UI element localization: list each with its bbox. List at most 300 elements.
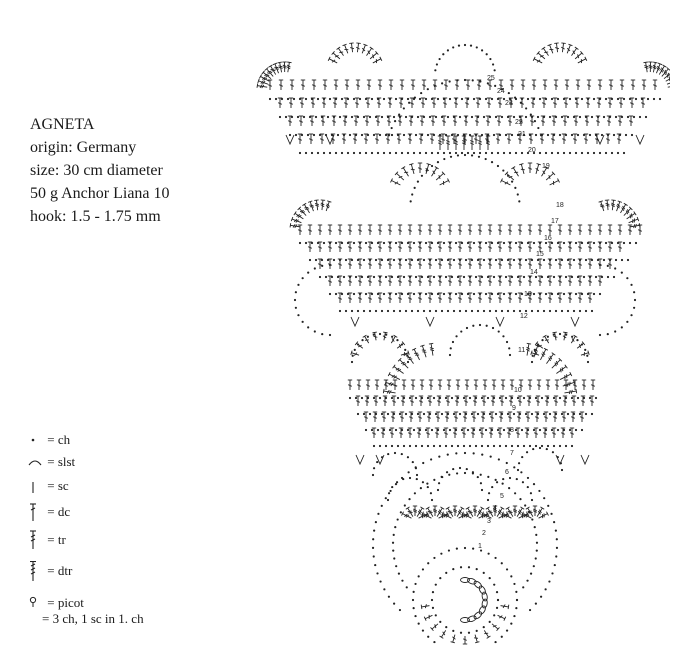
ch-stitch: [303, 116, 305, 118]
ch-stitch: [341, 152, 343, 154]
picot-stitch: [478, 605, 487, 615]
ch-stitch: [587, 361, 589, 363]
ch-stitch: [521, 429, 523, 431]
ch-stitch: [493, 614, 495, 616]
dc-top: [563, 332, 567, 333]
ch-stitch: [534, 120, 536, 122]
ch-stitch: [523, 276, 525, 278]
ch-stitch: [455, 452, 457, 454]
ch-stitch: [495, 479, 497, 481]
ch-stitch: [659, 98, 661, 100]
legend-tr-label: = tr: [47, 532, 66, 547]
ch-stitch: [516, 599, 518, 601]
ch-stitch: [339, 116, 341, 118]
ch-stitch: [373, 445, 375, 447]
legend-sc: [28, 476, 69, 496]
ch-stitch: [489, 577, 491, 579]
ch-stitch: [430, 458, 432, 460]
ch-stitch: [365, 152, 367, 154]
ch-stitch: [379, 397, 381, 399]
ch-stitch: [627, 116, 629, 118]
dc-bar: [560, 368, 561, 372]
ch-stitch: [414, 187, 416, 189]
dc-top: [508, 605, 509, 609]
ch-dot-icon: [28, 430, 44, 450]
ch-stitch: [481, 397, 483, 399]
ch-stitch: [427, 562, 429, 564]
ch-stitch: [365, 242, 367, 244]
ch-stitch: [415, 445, 417, 447]
picot-loop-icon: [28, 593, 44, 613]
ch-stitch: [399, 609, 401, 611]
dc-bar: [484, 633, 488, 634]
ch-stitch: [433, 276, 435, 278]
dc-bar: [374, 336, 378, 337]
ch-stitch: [516, 478, 518, 480]
ch-stitch: [503, 152, 505, 154]
ch-stitch: [435, 116, 437, 118]
ch-stitch: [439, 577, 441, 579]
ch-stitch: [535, 557, 537, 559]
ch-stitch: [445, 572, 447, 574]
ch-stitch: [614, 267, 616, 269]
ch-stitch: [335, 152, 337, 154]
ch-stitch: [417, 413, 419, 415]
ch-stitch: [453, 413, 455, 415]
ch-stitch: [489, 413, 491, 415]
dc-top: [451, 642, 455, 643]
dc-bar: [448, 511, 452, 512]
ch-stitch: [432, 591, 434, 593]
ch-stitch: [547, 505, 549, 507]
dc-top: [290, 223, 291, 227]
ch-stitch: [491, 486, 493, 488]
ch-stitch: [372, 547, 374, 549]
ch-stitch: [579, 413, 581, 415]
ch-stitch: [420, 92, 422, 94]
ch-stitch: [374, 564, 376, 566]
ch-stitch: [476, 568, 478, 570]
ch-stitch: [579, 310, 581, 312]
ch-stitch: [601, 134, 603, 136]
ch-stitch: [543, 259, 545, 261]
ch-stitch: [513, 615, 515, 617]
ch-stitch: [431, 429, 433, 431]
ch-stitch: [289, 134, 291, 136]
dc-bar: [555, 48, 559, 49]
ch-stitch: [532, 355, 534, 357]
ch-stitch: [527, 477, 529, 479]
ch-stitch: [633, 307, 635, 309]
ch-stitch: [615, 116, 617, 118]
ch-stitch: [420, 487, 422, 489]
ch-stitch: [513, 583, 515, 585]
ch-stitch: [630, 284, 632, 286]
ch-stitch: [365, 429, 367, 431]
ch-stitch: [589, 397, 591, 399]
ch-stitch: [451, 397, 453, 399]
ch-stitch: [427, 486, 429, 488]
ch-stitch: [559, 445, 561, 447]
ch-stitch: [363, 310, 365, 312]
ch-stitch: [425, 152, 427, 154]
ch-stitch: [395, 293, 397, 295]
ch-stitch: [503, 293, 505, 295]
ch-stitch: [633, 291, 635, 293]
ch-stitch: [413, 591, 415, 593]
ch-stitch: [435, 310, 437, 312]
ch-stitch: [525, 259, 527, 261]
ch-stitch: [551, 429, 553, 431]
round-number: 16: [544, 235, 552, 242]
ch-stitch: [505, 276, 507, 278]
ch-stitch: [472, 79, 474, 81]
ch-stitch: [531, 310, 533, 312]
ch-stitch: [295, 307, 297, 309]
ch-stitch: [557, 152, 559, 154]
ch-stitch: [299, 152, 301, 154]
ch-stitch: [381, 413, 383, 415]
ch-stitch: [505, 445, 507, 447]
ch-stitch: [399, 310, 401, 312]
ch-stitch: [398, 572, 400, 574]
ch-stitch: [389, 490, 391, 492]
dc-top: [576, 389, 577, 393]
ch-stitch: [593, 293, 595, 295]
dc-bar: [606, 205, 610, 206]
ch-stitch: [533, 483, 535, 485]
ch-stitch: [443, 242, 445, 244]
pattern-title: AGNETA: [30, 116, 95, 133]
dc-bar: [439, 175, 440, 179]
ch-stitch: [410, 200, 412, 202]
ch-stitch: [450, 347, 452, 349]
ch-stitch: [456, 79, 458, 81]
ch-stitch: [569, 152, 571, 154]
ch-stitch: [393, 310, 395, 312]
ch-stitch: [477, 413, 479, 415]
ch-stitch: [591, 413, 593, 415]
ch-stitch: [569, 98, 571, 100]
ch-stitch: [493, 445, 495, 447]
ch-stitch: [526, 580, 528, 582]
ch-stitch: [617, 98, 619, 100]
ch-stitch: [621, 259, 623, 261]
ch-stitch: [381, 116, 383, 118]
ch-stitch: [561, 413, 563, 415]
ch-stitch: [425, 242, 427, 244]
ch-stitch: [321, 333, 323, 335]
ch-stitch: [621, 326, 623, 328]
ch-stitch: [467, 152, 469, 154]
ch-stitch: [493, 276, 495, 278]
ch-stitch: [525, 413, 527, 415]
ch-stitch: [434, 69, 436, 71]
ch-stitch: [422, 462, 424, 464]
ch-stitch: [392, 550, 394, 552]
ch-stitch: [486, 325, 488, 327]
ch-stitch: [433, 641, 435, 643]
ch-stitch: [372, 474, 374, 476]
ch-stitch: [551, 152, 553, 154]
dc-bar: [300, 210, 304, 211]
ch-stitch: [467, 429, 469, 431]
ch-stitch: [551, 572, 553, 574]
ch-stitch: [526, 451, 528, 453]
ch-stitch: [351, 310, 353, 312]
ch-stitch: [395, 565, 397, 567]
ch-stitch: [457, 154, 459, 156]
ch-stitch: [422, 568, 424, 570]
ch-stitch: [323, 152, 325, 154]
ch-stitch: [547, 445, 549, 447]
ch-stitch: [513, 466, 515, 468]
ch-stitch: [561, 310, 563, 312]
dc-top: [552, 353, 556, 356]
ch-stitch: [533, 293, 535, 295]
dc-top: [393, 365, 396, 369]
round-number: 9: [512, 405, 516, 412]
ch-stitch: [373, 555, 375, 557]
ch-stitch: [309, 259, 311, 261]
ch-stitch: [402, 478, 404, 480]
ch-stitch: [553, 276, 555, 278]
ch-stitch: [435, 259, 437, 261]
ch-stitch: [509, 152, 511, 154]
dc-stitch: [667, 81, 670, 84]
ch-stitch: [433, 397, 435, 399]
ch-stitch: [443, 429, 445, 431]
ch-stitch: [533, 429, 535, 431]
ch-stitch: [307, 326, 309, 328]
ch-stitch: [543, 413, 545, 415]
ch-stitch: [626, 277, 628, 279]
ch-stitch: [391, 445, 393, 447]
ch-stitch: [506, 568, 508, 570]
ch-stitch: [413, 429, 415, 431]
ch-stitch: [437, 152, 439, 154]
ch-stitch: [577, 397, 579, 399]
ch-stitch: [405, 413, 407, 415]
ch-stitch: [305, 152, 307, 154]
ch-stitch: [403, 107, 405, 109]
dc-stitch: [501, 180, 510, 185]
dc-bar: [315, 205, 319, 206]
ch-stitch: [403, 276, 405, 278]
dc-top: [634, 212, 636, 216]
ch-stitch: [333, 259, 335, 261]
ch-stitch: [595, 397, 597, 399]
ch-stitch: [466, 327, 468, 329]
ch-stitch: [423, 310, 425, 312]
ch-stitch: [302, 277, 304, 279]
ch-stitch: [499, 397, 501, 399]
ch-stitch: [317, 98, 319, 100]
ch-stitch: [451, 445, 453, 447]
ch-stitch: [406, 355, 408, 357]
ch-stitch: [388, 596, 390, 598]
ch-stitch: [513, 116, 515, 118]
ch-stitch: [535, 276, 537, 278]
ch-stitch: [354, 349, 356, 351]
ch-stitch: [495, 413, 497, 415]
ch-stitch: [361, 397, 363, 399]
dc-bar: [634, 224, 635, 228]
ch-stitch: [537, 127, 539, 129]
slst-arc-icon: [28, 452, 44, 472]
ch-stitch: [518, 462, 520, 464]
ch-stitch: [627, 259, 629, 261]
ch-stitch: [295, 134, 297, 136]
ch-stitch: [445, 445, 447, 447]
ch-stitch: [497, 165, 499, 167]
dc-top: [287, 62, 291, 63]
ch-stitch: [535, 534, 537, 536]
ch-stitch: [559, 333, 561, 335]
ch-stitch: [487, 476, 489, 478]
ch-stitch: [447, 116, 449, 118]
ch-stitch: [297, 116, 299, 118]
dc-stitch: [391, 180, 400, 185]
ch-stitch: [507, 310, 509, 312]
ch-stitch: [353, 152, 355, 154]
pattern-hook: hook: 1.5 - 1.75 mm: [30, 208, 161, 225]
ch-stitch: [531, 518, 533, 520]
ch-stitch: [352, 355, 354, 357]
ch-stitch: [630, 314, 632, 316]
ch-stitch: [459, 413, 461, 415]
dc-bar: [571, 390, 572, 394]
ch-stitch: [561, 116, 563, 118]
dc-bar: [644, 66, 648, 67]
ch-stitch: [449, 152, 451, 154]
ch-stitch: [371, 152, 373, 154]
ch-stitch: [533, 565, 535, 567]
ch-stitch: [575, 152, 577, 154]
ch-stitch: [388, 492, 390, 494]
ch-stitch: [549, 116, 551, 118]
ch-stitch: [583, 276, 585, 278]
ch-stitch: [418, 623, 420, 625]
dc-bar: [430, 350, 434, 351]
ch-stitch: [385, 497, 387, 499]
round-number: 21: [518, 131, 526, 138]
ch-stitch: [567, 310, 569, 312]
round-number: 10: [514, 387, 522, 394]
dc-bar: [631, 214, 632, 218]
ch-stitch: [514, 97, 516, 99]
ch-stitch: [469, 445, 471, 447]
ch-stitch: [431, 599, 433, 601]
ch-stitch: [407, 456, 409, 458]
dc-top: [643, 62, 647, 63]
legend-slst-label: = slst: [47, 454, 76, 469]
ch-stitch: [287, 98, 289, 100]
ch-stitch: [534, 349, 536, 351]
ch-stitch: [361, 339, 363, 341]
ch-stitch: [506, 462, 508, 464]
dc-bar: [488, 511, 492, 512]
ch-stitch: [436, 63, 438, 65]
ch-stitch: [515, 242, 517, 244]
ch-stitch: [495, 310, 497, 312]
dc-bar: [667, 74, 668, 78]
dc-bar: [339, 52, 343, 53]
round-number: 20: [528, 147, 536, 154]
ch-stitch: [555, 555, 557, 557]
ch-stitch: [571, 336, 573, 338]
ch-stitch: [408, 498, 410, 500]
dc-bar: [373, 54, 374, 58]
ch-stitch: [433, 557, 435, 559]
dc-stitch: [668, 86, 670, 88]
ch-stitch: [524, 504, 526, 506]
ch-stitch: [430, 492, 432, 494]
ch-stitch: [409, 445, 411, 447]
ch-stitch: [413, 242, 415, 244]
ch-stitch: [452, 341, 454, 343]
ch-stitch: [459, 310, 461, 312]
round-number: 5: [500, 493, 504, 500]
dc-bar: [304, 207, 308, 208]
ch-stitch: [379, 134, 381, 136]
ch-stitch: [297, 314, 299, 316]
ch-stitch: [615, 259, 617, 261]
ch-stitch: [435, 413, 437, 415]
round-number: 17: [551, 218, 559, 225]
ch-stitch: [477, 310, 479, 312]
ch-stitch: [613, 134, 615, 136]
ch-stitch: [438, 482, 440, 484]
v-stitch: [351, 317, 359, 326]
ch-stitch: [485, 429, 487, 431]
ch-stitch: [431, 499, 433, 501]
ch-stitch: [415, 467, 417, 469]
ch-stitch: [443, 152, 445, 154]
ch-stitch: [383, 293, 385, 295]
ch-stitch: [571, 134, 573, 136]
ch-stitch: [415, 276, 417, 278]
ch-stitch: [422, 481, 424, 483]
ch-stitch: [494, 69, 496, 71]
ch-stitch: [441, 310, 443, 312]
ch-stitch: [555, 259, 557, 261]
ch-stitch: [581, 152, 583, 154]
ch-stitch: [466, 468, 468, 470]
ch-stitch: [480, 482, 482, 484]
round-number: 13: [524, 291, 532, 298]
ch-stitch: [585, 259, 587, 261]
dc-bar: [267, 71, 271, 72]
ch-stitch: [394, 526, 396, 528]
ch-stitch: [349, 134, 351, 136]
ch-stitch: [607, 265, 609, 267]
ch-stitch: [541, 445, 543, 447]
legend-ch: [28, 430, 70, 450]
ch-stitch: [447, 49, 449, 51]
ch-stitch: [385, 445, 387, 447]
ch-stitch: [355, 397, 357, 399]
ch-stitch: [603, 116, 605, 118]
ch-stitch: [489, 310, 491, 312]
ch-stitch: [393, 259, 395, 261]
ch-stitch: [476, 46, 478, 48]
ch-stitch: [476, 630, 478, 632]
round-number: 7: [510, 450, 514, 457]
ch-stitch: [514, 187, 516, 189]
ch-stitch: [464, 452, 466, 454]
round-number: 18: [556, 202, 564, 209]
